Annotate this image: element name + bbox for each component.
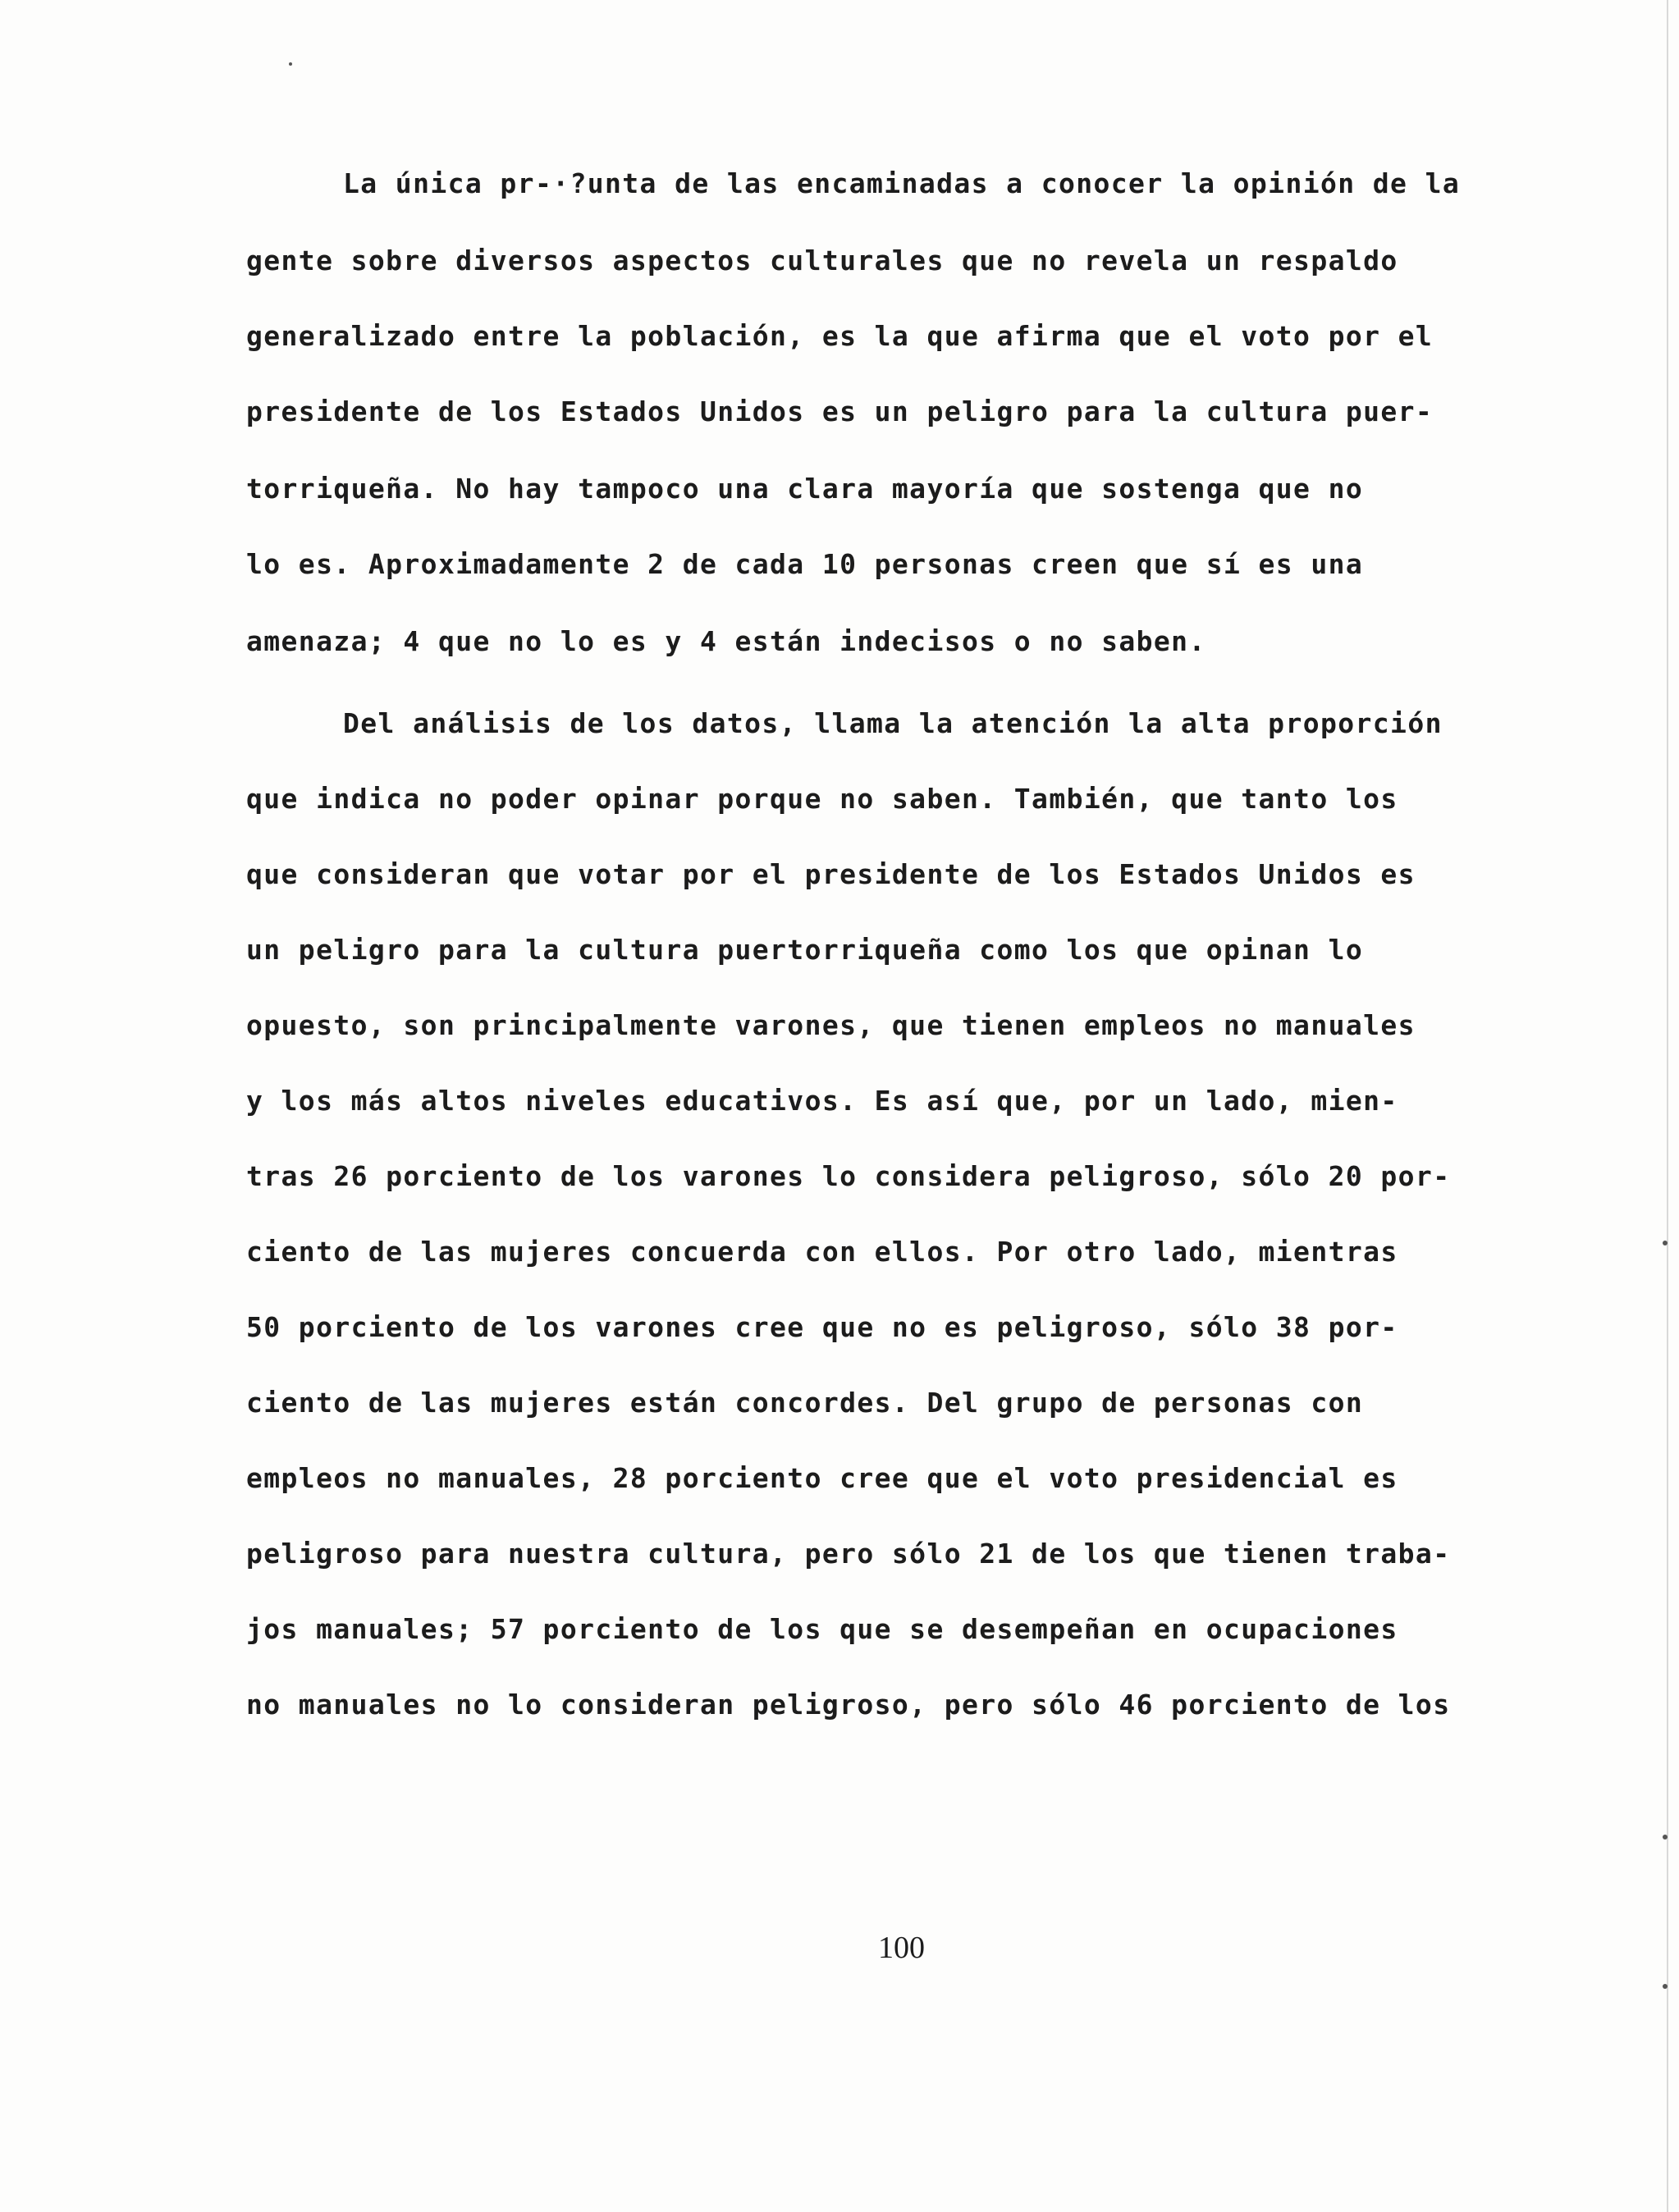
text-line: ciento de las mujeres concuerda con ellos. Por otro lado, mientras	[246, 1236, 1398, 1268]
text-line: tras 26 porciento de los varones lo considera peligroso, sólo 20 por-	[246, 1160, 1451, 1192]
text-line: La única pr-·?unta de las encaminadas a conocer la opinión de la	[343, 167, 1461, 199]
text-line: empleos no manuales, 28 porciento cree que el voto presidencial es	[246, 1462, 1398, 1494]
text-line: presidente de los Estados Unidos es un peligro para la cultura puer-	[246, 395, 1434, 427]
text-line: 50 porciento de los varones cree que no es peligroso, sólo 38 por-	[246, 1311, 1398, 1343]
text-line: y los más altos niveles educativos. Es así que, por un lado, mien-	[246, 1085, 1398, 1117]
text-line: que consideran que votar por el presidente de los Estados Unidos es	[246, 858, 1416, 890]
text-line: que indica no poder opinar porque no saben. También, que tanto los	[246, 783, 1398, 815]
text-line: opuesto, son principalmente varones, que tienen empleos no manuales	[246, 1009, 1416, 1041]
text-line: lo es. Aproximadamente 2 de cada 10 personas creen que sí es una	[246, 548, 1364, 580]
text-line: jos manuales; 57 porciento de los que se desempeñan en ocupaciones	[246, 1613, 1398, 1645]
text-line: Del análisis de los datos, llama la atención la alta proporción	[343, 707, 1443, 739]
text-line: peligroso para nuestra cultura, pero sólo 21 de los que tienen traba-	[246, 1538, 1451, 1570]
text-line: gente sobre diversos aspectos culturales que no revela un respaldo	[246, 245, 1398, 276]
text-line: generalizado entre la población, es la que afirma que el voto por el	[246, 320, 1434, 352]
text-line: un peligro para la cultura puertorriqueña como los que opinan lo	[246, 934, 1364, 966]
page-number: 100	[878, 1931, 925, 1965]
text-line: ciento de las mujeres están concordes. Del grupo de personas con	[246, 1387, 1364, 1419]
text-line: torriqueña. No hay tampoco una clara mayoría que sostenga que no	[246, 473, 1364, 505]
text-line: amenaza; 4 que no lo es y 4 están indecisos o no saben.	[246, 625, 1206, 657]
text-line: no manuales no lo consideran peligroso, pero sólo 46 porciento de los	[246, 1689, 1451, 1721]
